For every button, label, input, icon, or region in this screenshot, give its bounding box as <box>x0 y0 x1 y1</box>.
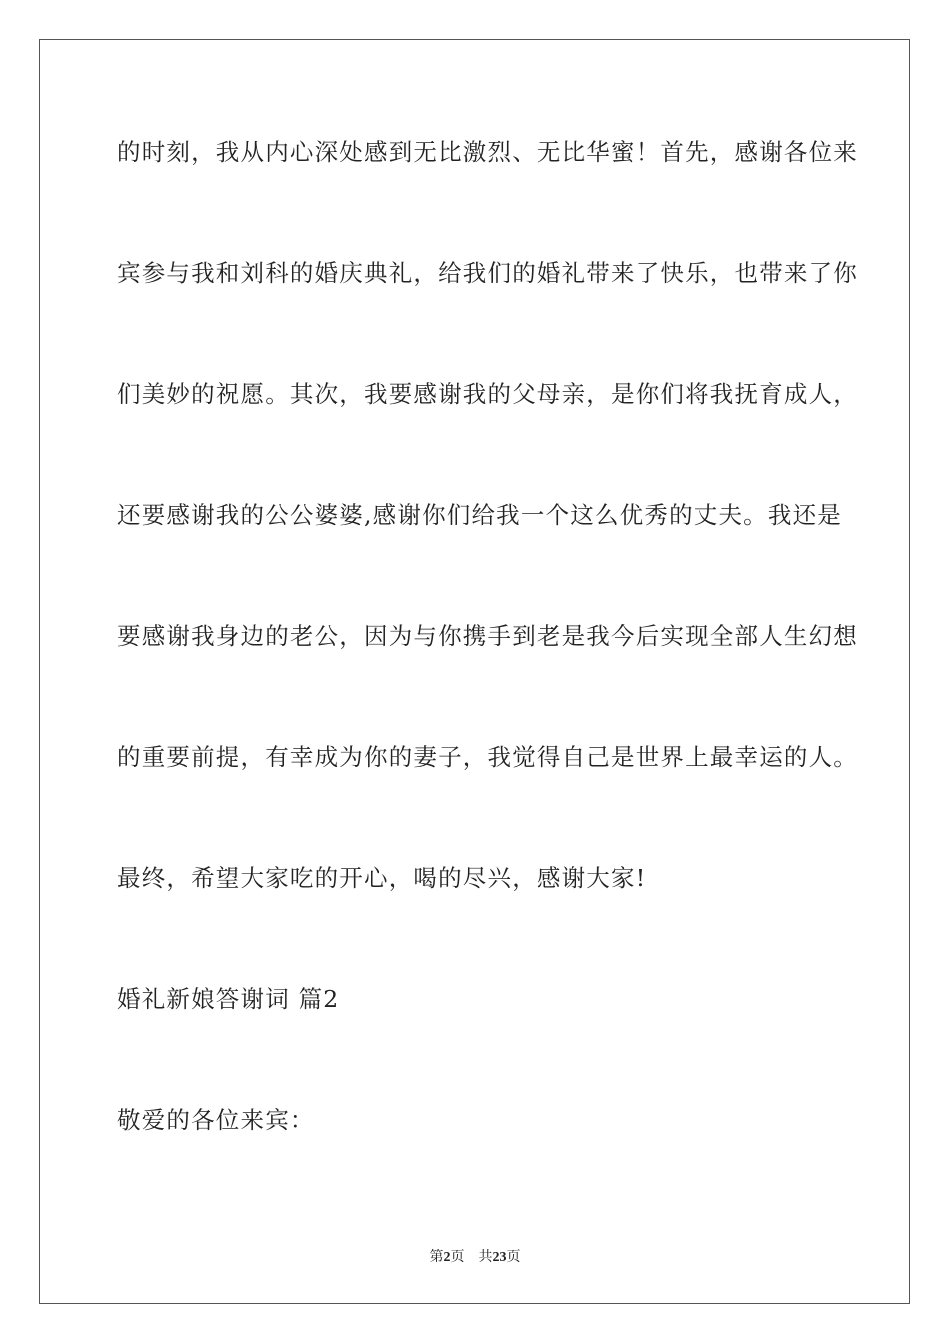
total-prefix: 共 <box>478 1249 493 1265</box>
page-prefix: 第 <box>429 1249 444 1265</box>
total-pages: 23 <box>492 1250 507 1265</box>
body-line-1: 的时刻，我从内心深处感到无比激烈、无比华蜜！首先，感谢各位来 <box>117 138 858 166</box>
body-line-7: 最终，希望大家吃的开心，喝的尽兴，感谢大家! <box>117 864 647 892</box>
body-line-5: 要感谢我身边的老公，因为与你携手到老是我今后实现全部人生幻想 <box>117 622 858 650</box>
page-footer <box>0 1247 950 1268</box>
total-suffix: 页 <box>506 1249 521 1265</box>
body-line-6: 的重要前提，有幸成为你的妻子，我觉得自己是世界上最幸运的人。 <box>117 743 858 771</box>
body-line-4: 还要感谢我的公公婆婆,感谢你们给我一个这么优秀的丈夫。我还是 <box>117 501 842 529</box>
body-line-2: 宾参与我和刘科的婚庆典礼，给我们的婚礼带来了快乐，也带来了你 <box>117 259 858 287</box>
page-number: 2 <box>443 1250 451 1265</box>
section-heading: 婚礼新娘答谢词 篇2 <box>117 985 340 1013</box>
page-suffix: 页 <box>450 1249 465 1265</box>
salutation: 敬爱的各位来宾： <box>117 1106 315 1134</box>
body-line-3: 们美妙的祝愿。其次，我要感谢我的父母亲，是你们将我抚育成人， <box>117 380 858 408</box>
